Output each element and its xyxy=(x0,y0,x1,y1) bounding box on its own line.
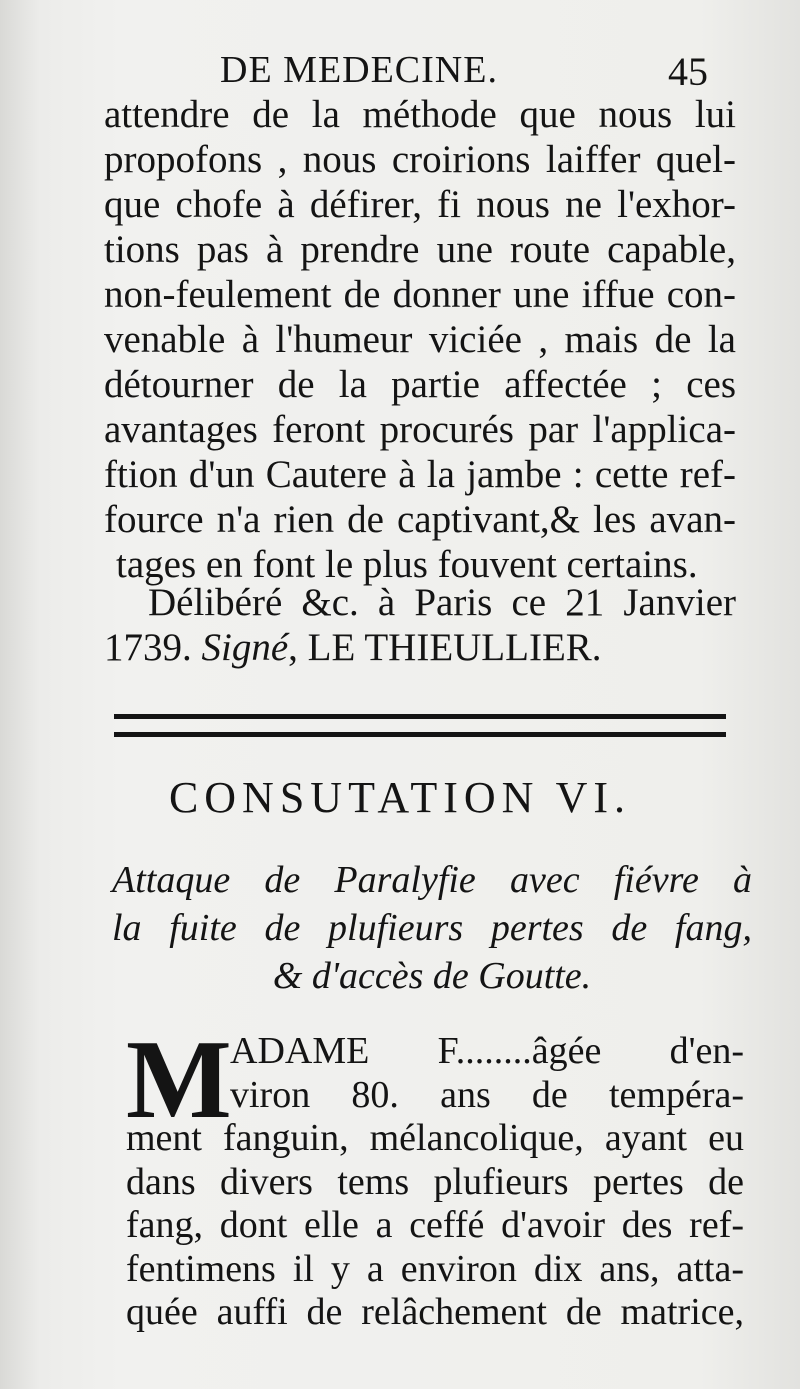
text-line: que chofe à défirer, fi nous ne l'exhor- xyxy=(104,183,736,226)
paragraph-continued xyxy=(104,92,736,587)
text-line: fang, dont elle a ceffé d'avoir des ref- xyxy=(126,1204,744,1246)
text-line: ftion d'un Cautere à la jambe : cette ref- xyxy=(104,453,736,496)
double-rule-bottom xyxy=(114,732,726,737)
text-line: dans divers tems plufieurs pertes de xyxy=(126,1160,744,1203)
text-line: venable à l'humeur viciée , mais de la xyxy=(104,318,736,361)
text-line: fentimens il y a environ dix ans, atta- xyxy=(126,1247,744,1290)
consultation-paragraph xyxy=(126,1018,744,1335)
text-line: avantages feront procurés par l'applica- xyxy=(104,408,736,451)
text-line: tages en font le plus fouvent certains. xyxy=(116,543,698,586)
text-line: détourner de la partie affectée ; ces xyxy=(104,363,736,406)
double-rule-top xyxy=(114,714,726,719)
text-line: fource n'a rien de captivant,& les avan- xyxy=(104,498,736,541)
text-line: ADAME F........âgée d'en- xyxy=(230,1030,744,1072)
deliberation-signature xyxy=(104,580,736,670)
text-line: viron 80. ans de tempéra- xyxy=(230,1073,744,1116)
subheading-line: & d'accès de Goutte. xyxy=(272,955,592,997)
text-line: non-feulement de donner une iffue con- xyxy=(104,273,736,316)
running-title: DE MEDECINE. xyxy=(220,49,498,91)
text-line: tions pas à prendre une route capable, xyxy=(104,228,736,271)
deliberation-line: Délibéré &c. à Paris ce 21 Janvier xyxy=(148,581,736,624)
text-line: propofons , nous croirions laiffer quel- xyxy=(104,138,736,181)
signature-line xyxy=(104,625,736,670)
year: 1739. xyxy=(104,626,192,669)
subheading-line: la fuite de plufieurs pertes de fang, xyxy=(112,907,752,949)
signer-name: , LE THIEULLIER. xyxy=(288,626,602,669)
text-line: quée auffi de relâchement de matrice, xyxy=(126,1291,744,1333)
page-header xyxy=(0,48,800,98)
subheading-line: Attaque de Paralyfie avec fiévre à xyxy=(112,859,752,901)
text-line: attendre de la méthode que nous lui xyxy=(104,93,736,136)
page-number: 45 xyxy=(668,49,708,94)
text-line: ment fanguin, mélancolique, ayant eu xyxy=(126,1117,744,1159)
drop-cap: M xyxy=(126,1018,232,1142)
consultation-subheading xyxy=(112,856,752,1000)
consultation-heading: CONSUTATION VI. xyxy=(168,773,632,822)
signed-word: Signé xyxy=(201,626,289,669)
